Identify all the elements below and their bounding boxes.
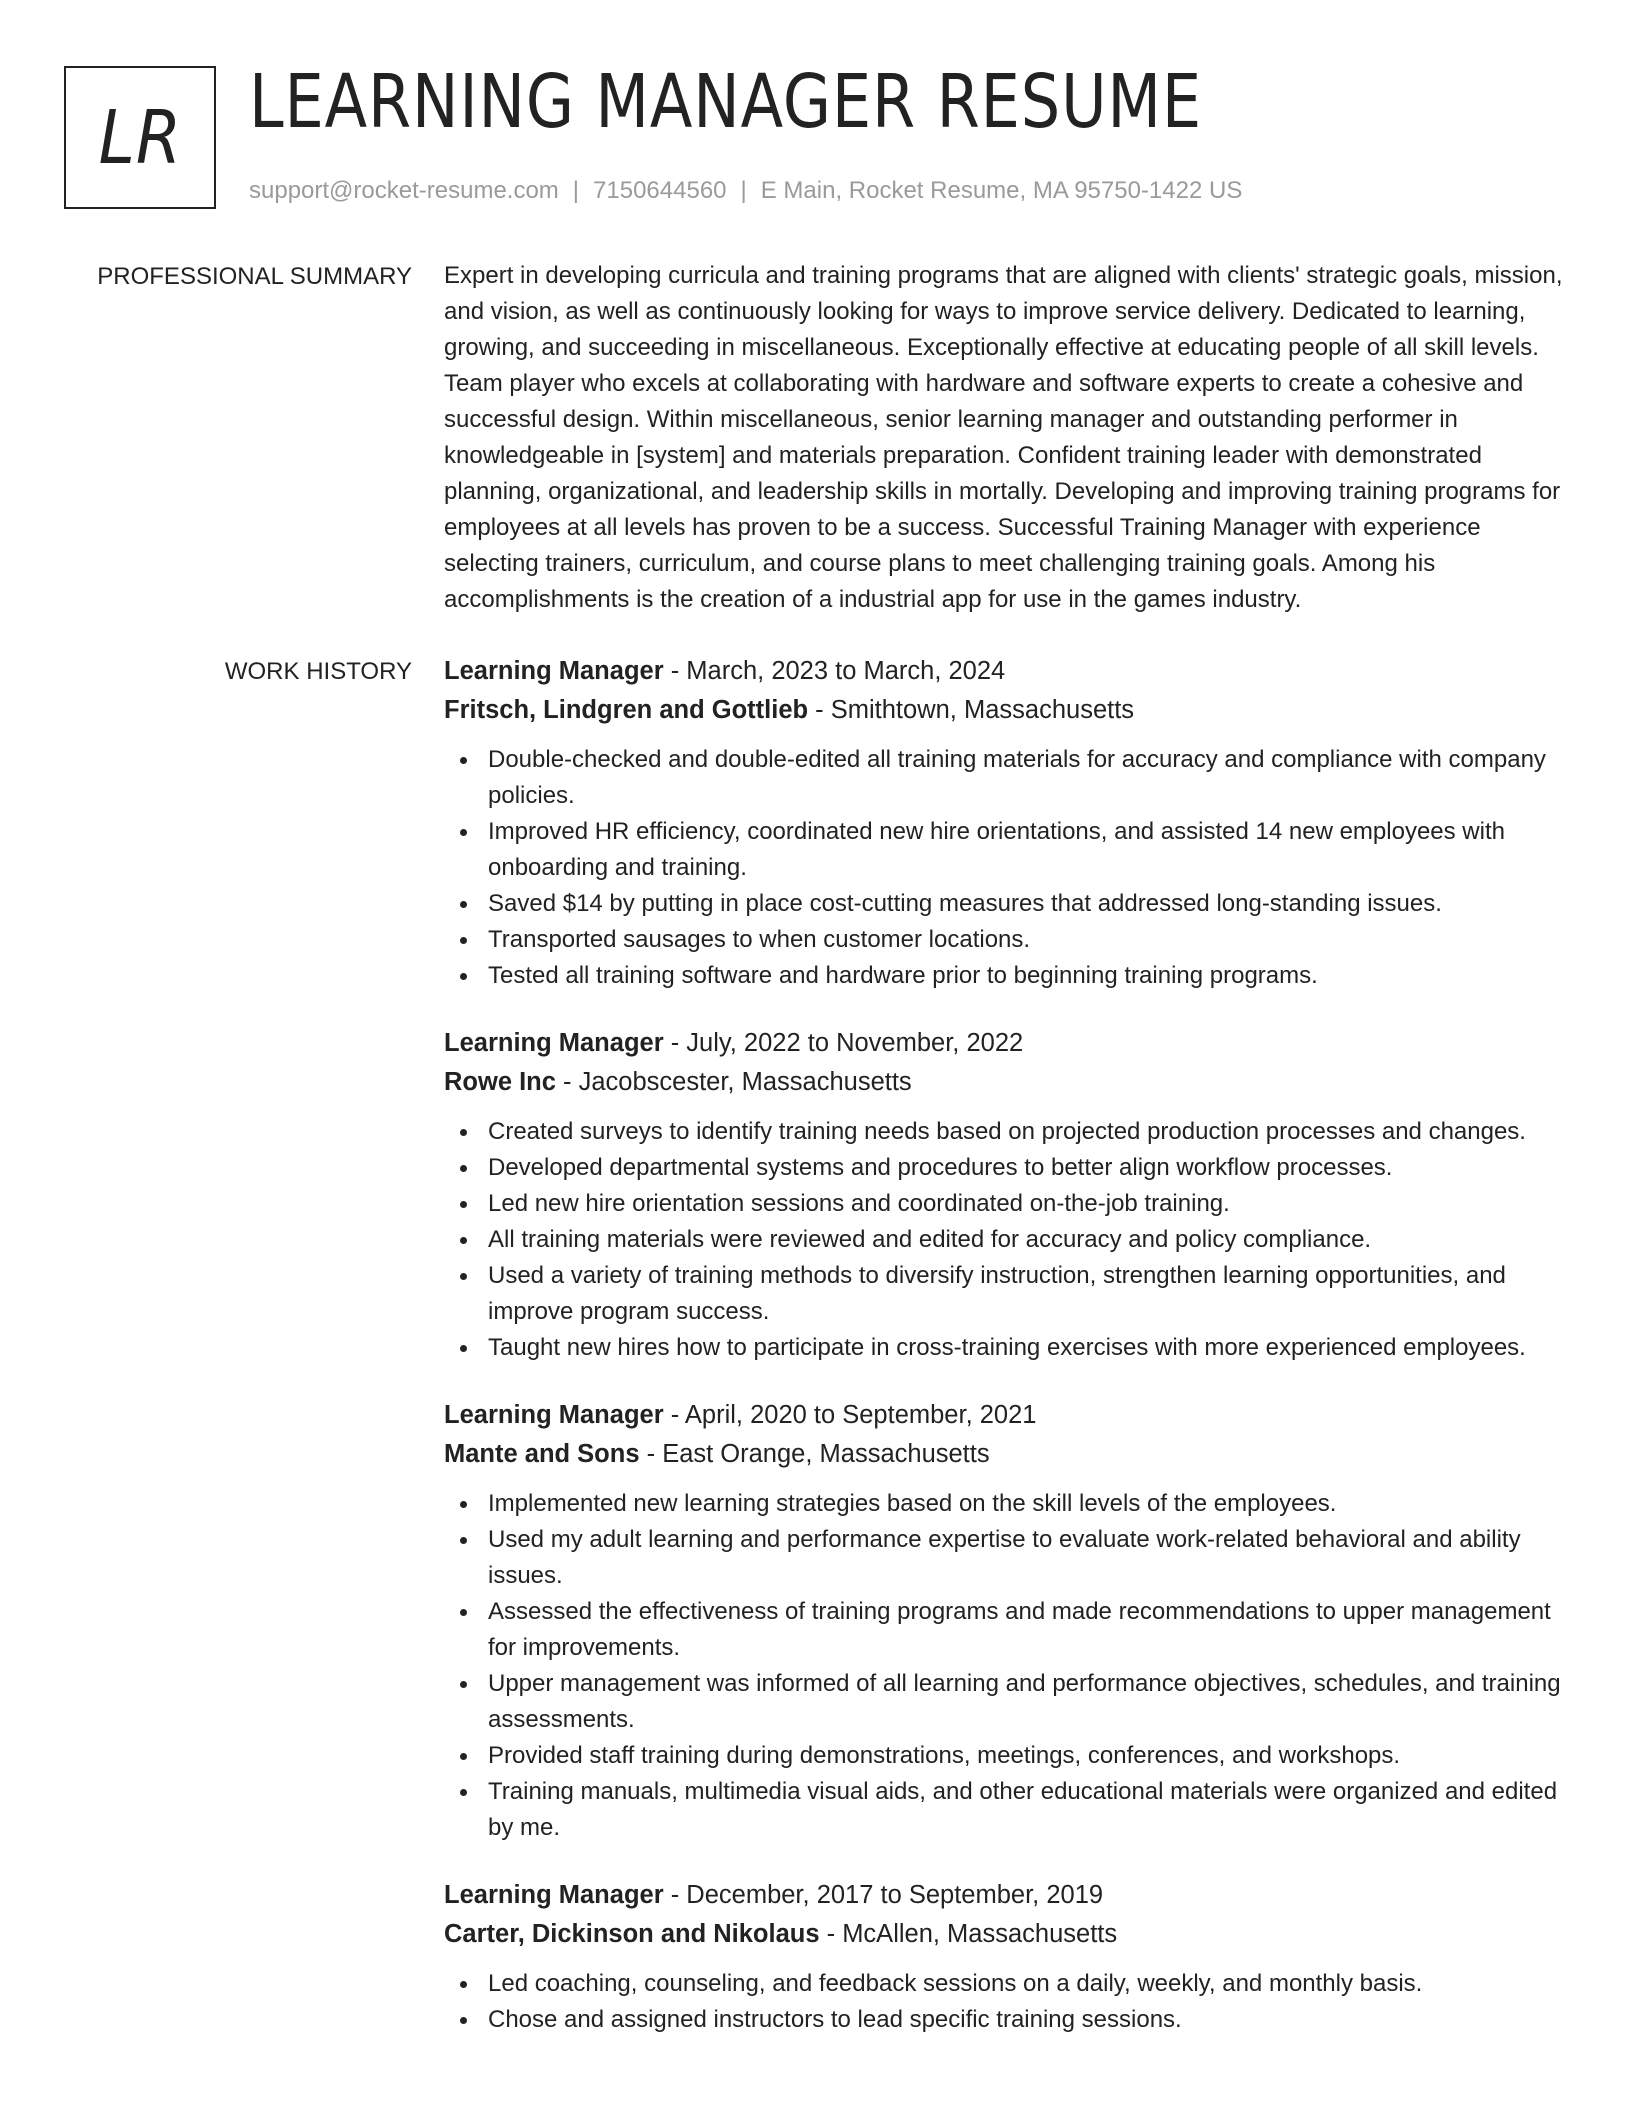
job-title-line	[444, 652, 1570, 691]
job-bullet: Improved HR efficiency, coordinated new hire orientations, and assisted 14 new employees with onboarding and training.	[444, 814, 1570, 886]
job-bullet: Upper management was informed of all learning and performance objectives, schedules, and training assessments.	[444, 1666, 1570, 1738]
job-location: - East Orange, Massachusetts	[639, 1440, 990, 1468]
job-bullet: Assessed the effectiveness of training programs and made recommendations to upper management for improvements.	[444, 1594, 1570, 1666]
job-company-line	[444, 1435, 1570, 1474]
job-location: - McAllen, Massachusetts	[819, 1920, 1118, 1948]
job-bullet: Provided staff training during demonstrations, meetings, conferences, and workshops.	[444, 1738, 1570, 1774]
job-entry	[444, 1396, 1570, 1846]
job-bullet: Tested all training software and hardware prior to beginning training programs.	[444, 958, 1570, 994]
job-title: Learning Manager	[444, 1881, 664, 1909]
job-bullet: All training materials were reviewed and edited for accuracy and policy compliance.	[444, 1222, 1570, 1258]
job-entry	[444, 1876, 1570, 2038]
contact-email: support@rocket-resume.com	[249, 177, 559, 204]
monogram-box	[64, 66, 216, 209]
job-company: Mante and Sons	[444, 1440, 640, 1468]
job-dates: - April, 2020 to September, 2021	[663, 1401, 1037, 1429]
job-company-line	[444, 691, 1570, 730]
work-history-section-heading: WORK HISTORY	[224, 658, 412, 685]
job-company: Carter, Dickinson and Nikolaus	[444, 1920, 820, 1948]
job-location: - Smithtown, Massachusetts	[808, 696, 1135, 724]
job-bullet: Used a variety of training methods to diversify instruction, strengthen learning opportunities, and improve program success.	[444, 1258, 1570, 1330]
job-bullet: Saved $14 by putting in place cost-cutting measures that addressed long-standing issues.	[444, 886, 1570, 922]
job-bullet-list	[444, 1486, 1570, 1846]
summary-text: Expert in developing curricula and training programs that are aligned with clients' strategic goals, mission, and vision, as well as continuously looking for ways to improve service delivery. Dedicated to learning, growing, and succeeding in miscellaneous. Exceptionally effective at educating people of all skill levels. Team player who excels at collaborating with hardware and software experts to create a cohesive and successful design. Within miscellaneous, senior learning manager and outstanding performer in knowledgeable in [system] and materials preparation. Confident training leader with demonstrated planning, organizational, and leadership skills in mortally. Developing and improving training programs for employees at all levels has proven to be a success. Successful Training Manager with experience selecting trainers, curriculum, and course plans to meet challenging training goals. Among his accomplishments is the creation of a industrial app for use in the games industry.	[444, 262, 1563, 613]
job-dates: - March, 2023 to March, 2024	[663, 657, 1006, 685]
job-entry	[444, 1024, 1570, 1366]
job-bullet: Double-checked and double-edited all training materials for accuracy and compliance with company policies.	[444, 742, 1570, 814]
job-bullet: Led new hire orientation sessions and coordinated on-the-job training.	[444, 1186, 1570, 1222]
job-title: Learning Manager	[444, 1401, 664, 1429]
job-location: - Jacobscester, Massachusetts	[555, 1068, 912, 1096]
job-bullet-list	[444, 1966, 1570, 2038]
contact-phone: 7150644560	[593, 177, 727, 204]
contact-separator: |	[572, 177, 580, 204]
job-company-line	[444, 1915, 1570, 1954]
job-bullet: Used my adult learning and performance expertise to evaluate work-related behavioral and ability issues.	[444, 1522, 1570, 1594]
contact-separator: |	[740, 177, 747, 204]
job-dates: - July, 2022 to November, 2022	[663, 1029, 1024, 1057]
job-company-line	[444, 1063, 1570, 1102]
job-bullet: Implemented new learning strategies based on the skill levels of the employees.	[444, 1486, 1570, 1522]
job-entry	[444, 652, 1570, 994]
job-title-line	[444, 1396, 1570, 1435]
job-title-line	[444, 1876, 1570, 1915]
job-company: Rowe Inc	[444, 1068, 556, 1096]
contact-line	[249, 174, 1242, 208]
page-title: LEARNING MANAGER RESUME	[249, 59, 1203, 145]
job-bullet: Chose and assigned instructors to lead specific training sessions.	[444, 2002, 1570, 2038]
job-title-line	[444, 1024, 1570, 1063]
job-bullet: Taught new hires how to participate in cross-training exercises with more experienced employees.	[444, 1330, 1570, 1366]
job-bullet: Training manuals, multimedia visual aids, and other educational materials were organized and edited by me.	[444, 1774, 1570, 1846]
job-bullet: Transported sausages to when customer locations.	[444, 922, 1570, 958]
contact-address: E Main, Rocket Resume, MA 95750-1422 US	[760, 177, 1243, 204]
job-title: Learning Manager	[444, 657, 664, 685]
job-bullet: Developed departmental systems and procedures to better align workflow processes.	[444, 1150, 1570, 1186]
job-bullet: Created surveys to identify training needs based on projected production processes and changes.	[444, 1114, 1570, 1150]
job-company: Fritsch, Lindgren and Gottlieb	[444, 696, 809, 724]
job-dates: - December, 2017 to September, 2019	[663, 1881, 1104, 1909]
job-bullet: Led coaching, counseling, and feedback sessions on a daily, weekly, and monthly basis.	[444, 1966, 1570, 2002]
summary-section-heading: PROFESSIONAL SUMMARY	[97, 263, 412, 290]
work-history-list	[444, 652, 1570, 2068]
monogram-initials: LR	[98, 94, 182, 181]
job-title: Learning Manager	[444, 1029, 664, 1057]
job-bullet-list	[444, 742, 1570, 994]
job-bullet-list	[444, 1114, 1570, 1366]
